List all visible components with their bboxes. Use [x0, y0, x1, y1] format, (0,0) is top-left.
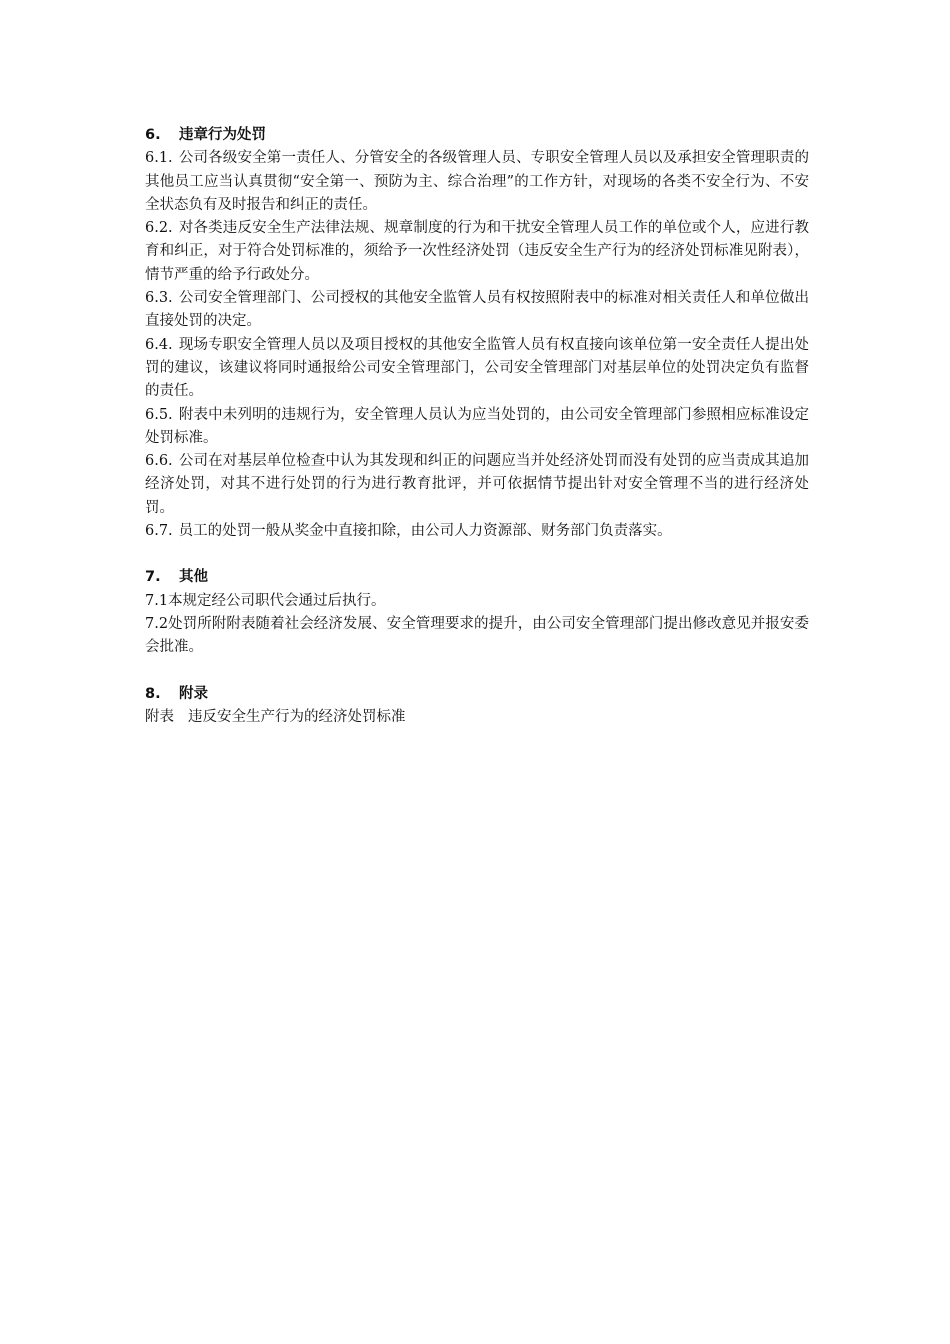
- section-title: 附录: [179, 685, 208, 702]
- paragraph-number: 6.6.: [145, 453, 173, 470]
- spacer: [145, 660, 809, 683]
- spacer: [145, 543, 809, 566]
- section-number: 6.: [145, 127, 161, 143]
- paragraph-number: 6.5.: [145, 406, 173, 423]
- paragraph-6-5: [145, 404, 809, 451]
- section-6-heading: [145, 124, 809, 147]
- paragraph-text: 对各类违反安全生产法律法规、规章制度的行为和干扰安全管理人员工作的单位或个人，应进行教育和纠正，对于符合处罚标准的，须给予一次性经济处罚（违反安全生产行为的经济处罚标准见附表），情节严重的给予行政处分。: [145, 220, 809, 283]
- paragraph-6-1: [145, 147, 809, 217]
- paragraph-6-2: [145, 217, 809, 287]
- paragraph-number: 6.1.: [145, 150, 173, 167]
- paragraph-6-6: [145, 450, 809, 520]
- appendix-text: 违反安全生产行为的经济处罚标准: [188, 708, 406, 725]
- paragraph-7-1: [145, 590, 809, 613]
- paragraph-6-3: [145, 287, 809, 334]
- paragraph-number: 6.2.: [145, 220, 173, 237]
- paragraph-number: 7.1: [145, 592, 169, 609]
- paragraph-number: 7.2: [145, 615, 169, 632]
- section-8-heading: [145, 683, 809, 706]
- paragraph-number: 6.4.: [145, 336, 173, 353]
- paragraph-text: 现场专职安全管理人员以及项目授权的其他安全监管人员有权直接向该单位第一安全责任人提出处罚的建议，该建议将同时通报给公司安全管理部门，公司安全管理部门对基层单位的处罚决定负有监督的责任。: [145, 336, 809, 400]
- paragraph-6-4: [145, 334, 809, 404]
- paragraph-6-7: [145, 520, 809, 543]
- paragraph-text: 员工的处罚一般从奖金中直接扣除，由公司人力资源部、财务部门负责落实。: [178, 523, 672, 540]
- paragraph-7-2: [145, 613, 809, 660]
- section-title: 违章行为处罚: [179, 127, 266, 143]
- paragraph-text: 公司各级安全第一责任人、分管安全的各级管理人员、专职安全管理人员以及承担安全管理职责的其他员工应当认真贯彻“安全第一、预防为主、综合治理”的工作方针，对现场的各类不安全行为、不安全状态负有及时报告和纠正的责任。: [145, 150, 809, 213]
- section-number: 7.: [145, 569, 161, 586]
- paragraph-number: 6.7.: [145, 523, 173, 540]
- section-title: 其他: [179, 569, 208, 586]
- document-page: [145, 124, 809, 729]
- appendix-label: 附表: [145, 708, 174, 725]
- paragraph-text: 本规定经公司职代会通过后执行。: [168, 592, 386, 609]
- paragraph-text: 处罚所附附表随着社会经济发展、安全管理要求的提升，由公司安全管理部门提出修改意见并报安委会批准。: [145, 615, 809, 656]
- paragraph-text: 公司安全管理部门、公司授权的其他安全监管人员有权按照附表中的标准对相关责任人和单位做出直接处罚的决定。: [145, 290, 809, 330]
- appendix-entry: [145, 706, 809, 729]
- paragraph-text: 公司在对基层单位检查中认为其发现和纠正的问题应当并处经济处罚而没有处罚的应当责成其追加经济处罚，对其不进行处罚的行为进行教育批评，并可依据情节提出针对安全管理不当的进行经济处罚。: [145, 453, 809, 516]
- section-7-heading: [145, 566, 809, 589]
- paragraph-number: 6.3.: [145, 290, 173, 307]
- section-number: 8.: [145, 685, 161, 702]
- paragraph-text: 附表中未列明的违规行为，安全管理人员认为应当处罚的，由公司安全管理部门参照相应标准设定处罚标准。: [145, 406, 809, 446]
